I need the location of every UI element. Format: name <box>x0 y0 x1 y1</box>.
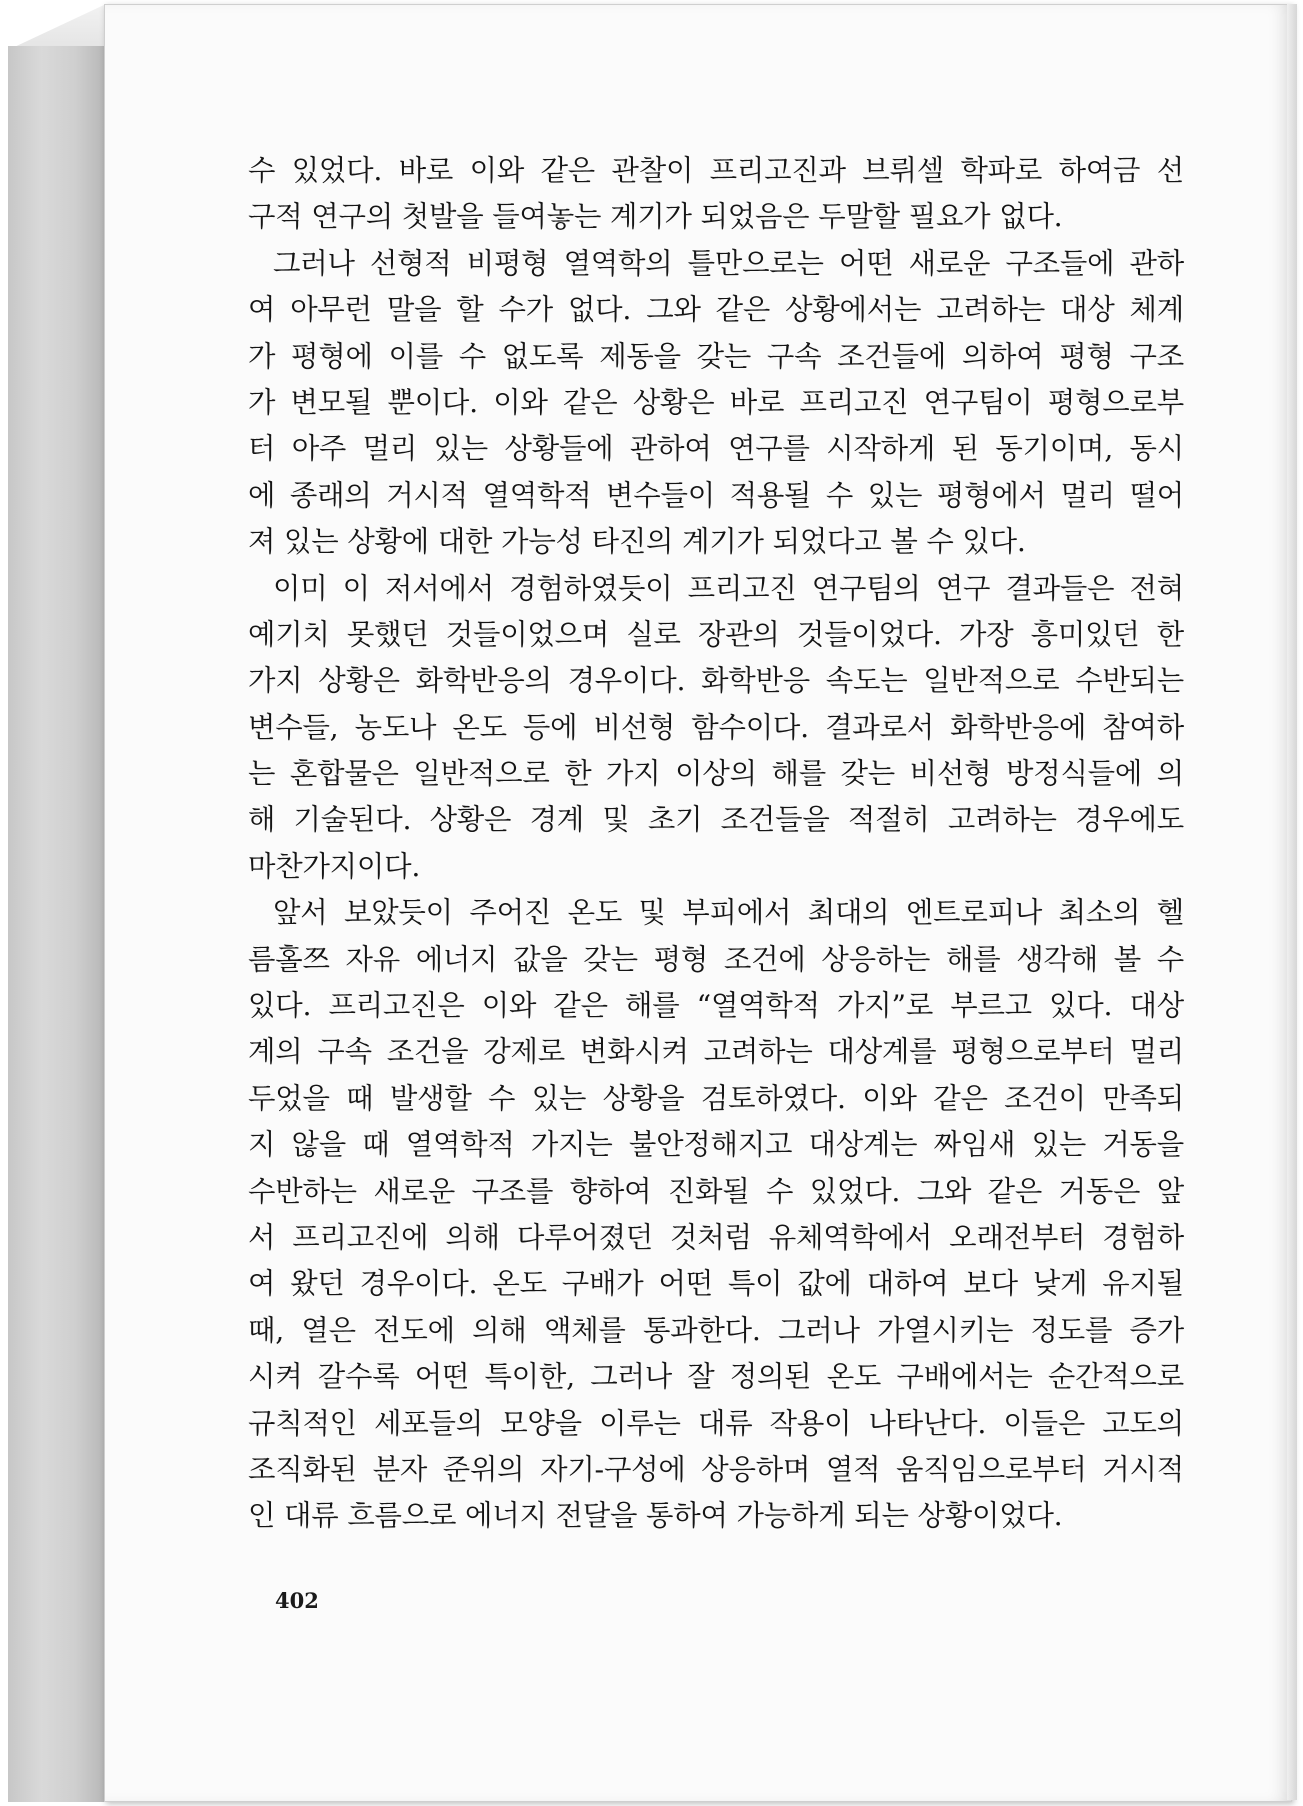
page-number: 402 <box>275 1588 319 1613</box>
text-line: 예기치 못했던 것들이었으며 실로 장관의 것들이었다. 가장 흥미있던 한 <box>248 617 1184 651</box>
text-line: 져 있는 상황에 대한 가능성 타진의 계기가 되었다고 볼 수 있다. <box>248 525 1026 559</box>
text-line: 터 아주 멀리 있는 상황들에 관하여 연구를 시작하게 된 동기이며, 동시 <box>248 432 1184 466</box>
text-line: 수 있었다. 바로 이와 같은 관찰이 프리고진과 브뤼셀 학파로 하여금 선 <box>248 154 1184 187</box>
text-line: 가 변모될 뿐이다. 이와 같은 상황은 바로 프리고진 연구팀이 평형으로부 <box>248 385 1184 419</box>
text-line: 이미 이 저서에서 경험하였듯이 프리고진 연구팀의 연구 결과들은 전혀 <box>273 571 1184 605</box>
text-line: 는 혼합물은 일반적으로 한 가지 이상의 해를 갖는 비선형 방정식들에 의 <box>248 757 1184 791</box>
text-line: 해 기술된다. 상황은 경계 및 초기 조건들을 적절히 고려하는 경우에도 <box>248 803 1184 837</box>
body-text <box>248 148 1184 1540</box>
text-line: 에 종래의 거시적 열역학적 변수들이 적용될 수 있는 평형에서 멀리 떨어 <box>248 478 1184 512</box>
text-line: 시켜 갈수록 어떤 특이한, 그러나 잘 정의된 온도 구배에서는 순간적으로 <box>248 1360 1184 1394</box>
text-line: 서 프리고진에 의해 다루어졌던 것처럼 유체역학에서 오래전부터 경험하 <box>248 1220 1184 1254</box>
text-line: 수반하는 새로운 구조를 향하여 진화될 수 있었다. 그와 같은 거동은 앞 <box>248 1174 1184 1208</box>
page-edge <box>1287 4 1297 1800</box>
text-line: 마찬가지이다. <box>248 849 421 883</box>
text-line: 계의 구속 조건을 강제로 변화시켜 고려하는 대상계를 평형으로부터 멀리 <box>248 1035 1184 1069</box>
text-line: 구적 연구의 첫발을 들여놓는 계기가 되었음은 두말할 필요가 없다. <box>248 200 1063 234</box>
text-line: 규칙적인 세포들의 모양을 이루는 대류 작용이 나타난다. 이들은 고도의 <box>248 1406 1184 1440</box>
text-line: 앞서 보았듯이 주어진 온도 및 부피에서 최대의 엔트로피나 최소의 헬 <box>273 896 1184 930</box>
text-line: 때, 열은 전도에 의해 액체를 통과한다. 그러나 가열시키는 정도를 증가 <box>248 1313 1184 1347</box>
text-line: 변수들, 농도나 온도 등에 비선형 함수이다. 결과로서 화학반응에 참여하 <box>248 710 1184 744</box>
text-line: 여 아무런 말을 할 수가 없다. 그와 같은 상황에서는 고려하는 대상 체계 <box>248 293 1184 327</box>
text-line: 인 대류 흐름으로 에너지 전달을 통하여 가능하게 되는 상황이었다. <box>248 1499 1063 1533</box>
book-spine-top <box>8 4 106 50</box>
text-line: 가 평형에 이를 수 없도록 제동을 갖는 구속 조건들에 의하여 평형 구조 <box>248 339 1184 373</box>
text-line: 가지 상황은 화학반응의 경우이다. 화학반응 속도는 일반적으로 수반되는 <box>248 664 1184 698</box>
text-line: 그러나 선형적 비평형 열역학의 틀만으로는 어떤 새로운 구조들에 관하 <box>273 246 1184 280</box>
text-line: 여 왔던 경우이다. 온도 구배가 어떤 특이 값에 대하여 보다 낮게 유지될 <box>248 1267 1184 1301</box>
text-line: 지 않을 때 열역학적 가지는 불안정해지고 대상계는 짜임새 있는 거동을 <box>248 1128 1184 1162</box>
text-line: 름홀쯔 자유 에너지 값을 갖는 평형 조건에 상응하는 해를 생각해 볼 수 <box>248 942 1184 976</box>
book-spine <box>8 46 104 1802</box>
text-line: 조직화된 분자 준위의 자기-구성에 상응하며 열적 움직임으로부터 거시적 <box>248 1452 1184 1486</box>
text-line: 두었을 때 발생할 수 있는 상황을 검토하였다. 이와 같은 조건이 만족되 <box>248 1081 1184 1115</box>
text-line: 있다. 프리고진은 이와 같은 해를 “열역학적 가지”로 부르고 있다. 대상 <box>248 989 1184 1023</box>
